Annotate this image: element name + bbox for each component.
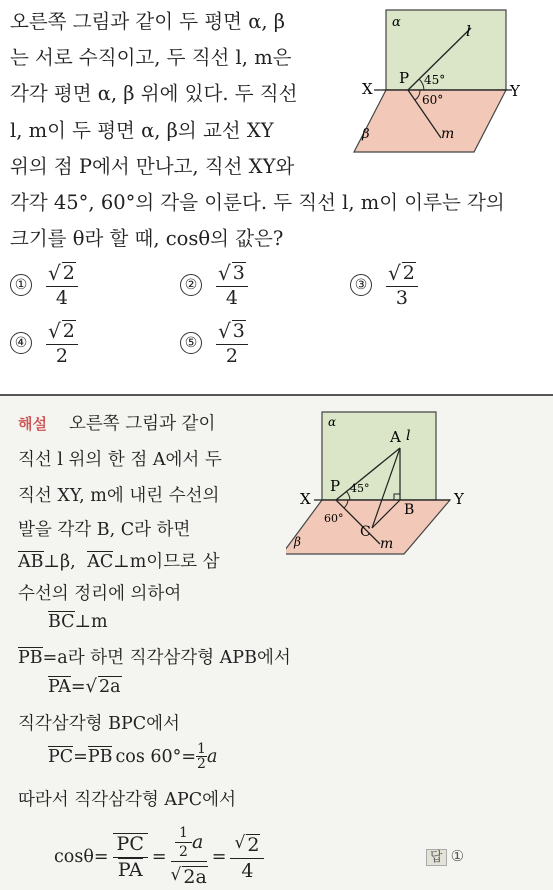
solution-line-2: 직선 l 위의 한 점 A에서 두 (18, 450, 222, 470)
option-4[interactable] (10, 320, 78, 367)
problem-line-1: 오른쪽 그림과 같이 두 평면 α, β (10, 10, 286, 33)
solution-line-10: 직각삼각형 BPC에서 (18, 714, 180, 734)
fig1-beta: β (362, 127, 370, 142)
fig1-P: P (399, 69, 410, 87)
problem-line-3: 각각 평면 α, β 위에 있다. 두 직선 (10, 82, 298, 105)
problem-line-6: 각각 45°, 60°의 각을 이룬다. 두 직선 l, m이 이루는 각의 (10, 191, 505, 214)
problem-figure (346, 6, 546, 156)
option-4-number: ④ (10, 332, 32, 354)
fig2-l: l (406, 428, 411, 444)
fig1-m: m (441, 126, 455, 142)
fig2-alpha: α (328, 415, 337, 429)
option-2-number: ② (180, 274, 202, 296)
option-5-value: √ 3 2 (216, 320, 248, 367)
solution-line-8: PB=a라 하면 직각삼각형 APB에서 (18, 648, 291, 668)
answer (426, 846, 464, 865)
solution-section (0, 396, 553, 890)
option-2-value: √ 3 4 (216, 262, 248, 309)
solution-line-7: BC⊥m (48, 612, 108, 632)
fig1-angle45: 45° (424, 73, 446, 87)
solution-line-3: 직선 XY, m에 내린 수선의 (18, 486, 220, 506)
problem-line-2: 는 서로 수직이고, 두 직선 l, m은 (10, 46, 292, 69)
fig2-A: A (390, 428, 401, 446)
fig1-alpha: α (392, 15, 401, 30)
fig1-X: X (362, 80, 373, 98)
solution-label: 해설 (18, 415, 47, 433)
fig2-angle60: 60° (324, 512, 344, 525)
option-3[interactable] (350, 262, 418, 309)
fig2-m: m (380, 536, 394, 552)
solution-line-4: 발을 각각 B, C라 하면 (18, 520, 191, 540)
option-3-value: √ 2 3 (386, 262, 418, 309)
solution-line-12: 따라서 직각삼각형 APC에서 (18, 790, 236, 810)
solution-line-1: 해설 오른쪽 그림과 같이 (18, 414, 216, 434)
fig2-angle45: 45° (350, 482, 370, 495)
option-1-number: ① (10, 274, 32, 296)
fig2-beta: β (294, 535, 301, 549)
fig2-C: C (360, 524, 371, 540)
fig1-l: l (466, 22, 471, 40)
fig1-Y: Y (510, 82, 520, 100)
answer-value: ① (450, 847, 465, 865)
solution-figure (286, 408, 486, 558)
solution-line-11: PC = PB cos 60°= $\frac{1}{2}$ a (48, 741, 218, 772)
option-3-number: ③ (350, 274, 372, 296)
option-1[interactable] (10, 262, 78, 309)
fig2-P: P (330, 477, 341, 495)
problem-line-4: l, m이 두 평면 α, β의 교선 XY (10, 119, 274, 142)
problem-section (0, 0, 553, 394)
option-5-number: ⑤ (180, 332, 202, 354)
solution-line-6: 수선의 정리에 의하여 (18, 584, 182, 604)
option-5[interactable] (180, 320, 248, 367)
solution-line-9: PA= √ 2a (48, 676, 121, 697)
solution-line-13: cosθ= $\frac{PC}{PA}$ = $\frac{1}{2}$ a √ 2a = √ 2 4 (54, 826, 268, 889)
fig1-angle60: 60° (422, 93, 444, 107)
problem-line-5: 위의 점 P에서 만나고, 직선 XY와 (10, 155, 295, 178)
option-4-value: √ 2 2 (46, 320, 78, 367)
fig2-X: X (300, 490, 311, 508)
fig2-Y: Y (454, 490, 464, 508)
option-2[interactable] (180, 262, 248, 309)
fig2-B: B (404, 502, 415, 518)
answer-tag: 답 (426, 849, 447, 866)
problem-line-7: 크기를 θ라 할 때, cosθ의 값은? (10, 227, 284, 250)
solution-line-5: AB⊥β, AC⊥m이므로 삼 (18, 552, 220, 572)
option-1-value: √ 2 4 (46, 262, 78, 309)
